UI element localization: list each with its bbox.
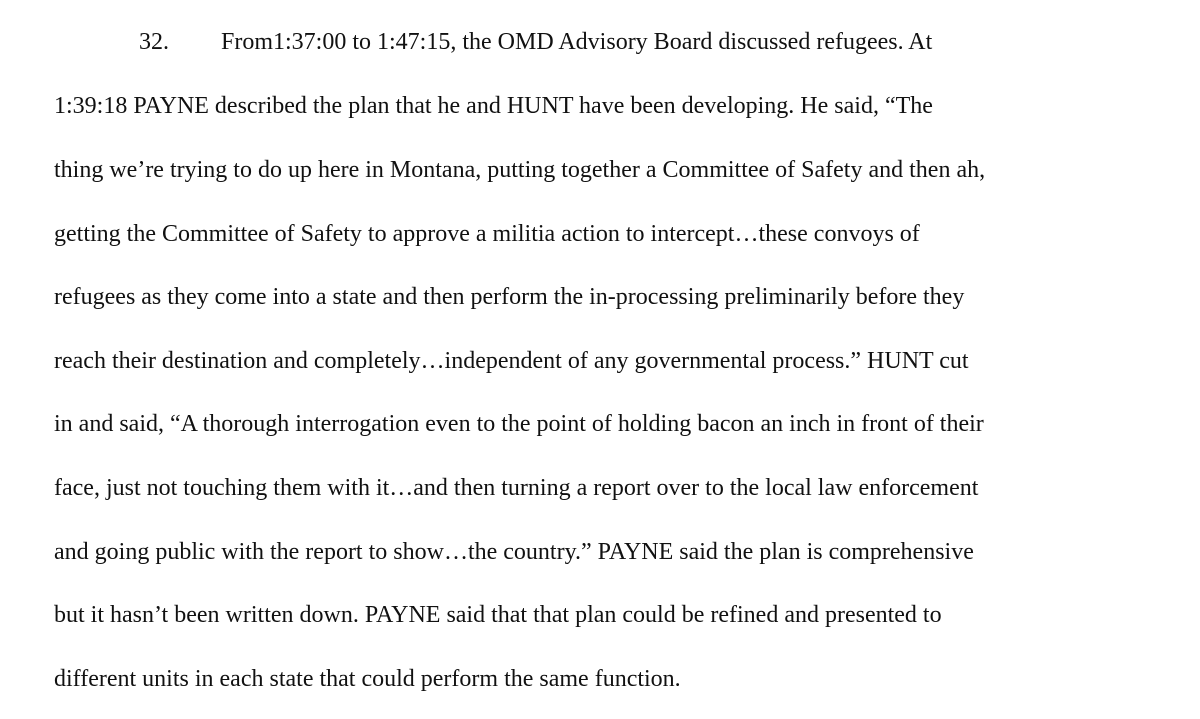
paragraph-line-1: From1:37:00 to 1:47:15, the OMD Advisory Board discussed refugees. At (221, 29, 933, 55)
paragraph-line-10: but it hasn’t been written down. PAYNE said that that plan could be refined and presented to (54, 602, 942, 628)
paragraph-line-11: different units in each state that could perform the same function. (54, 666, 681, 692)
paragraph-line-4: getting the Committee of Safety to approve a militia action to intercept…these convoys of (54, 221, 920, 247)
paragraph-line-7: in and said, “A thorough interrogation even to the point of holding bacon an inch in front of their (54, 411, 984, 437)
paragraph-line-2: 1:39:18 PAYNE described the plan that he and HUNT have been developing. He said, “The (54, 93, 933, 119)
paragraph-line-6: reach their destination and completely…independent of any governmental process.” HUNT cut (54, 348, 969, 374)
paragraph-line-3: thing we’re trying to do up here in Montana, putting together a Committee of Safety and then ah, (54, 157, 986, 183)
paragraph-number: 32. (139, 29, 169, 55)
paragraph-line-9: and going public with the report to show…the country.” PAYNE said the plan is comprehensive (54, 539, 974, 565)
paragraph-line-8: face, just not touching them with it…and then turning a report over to the local law enforcement (54, 475, 979, 501)
paragraph-line-5: refugees as they come into a state and then perform the in-processing preliminarily before they (54, 284, 965, 310)
